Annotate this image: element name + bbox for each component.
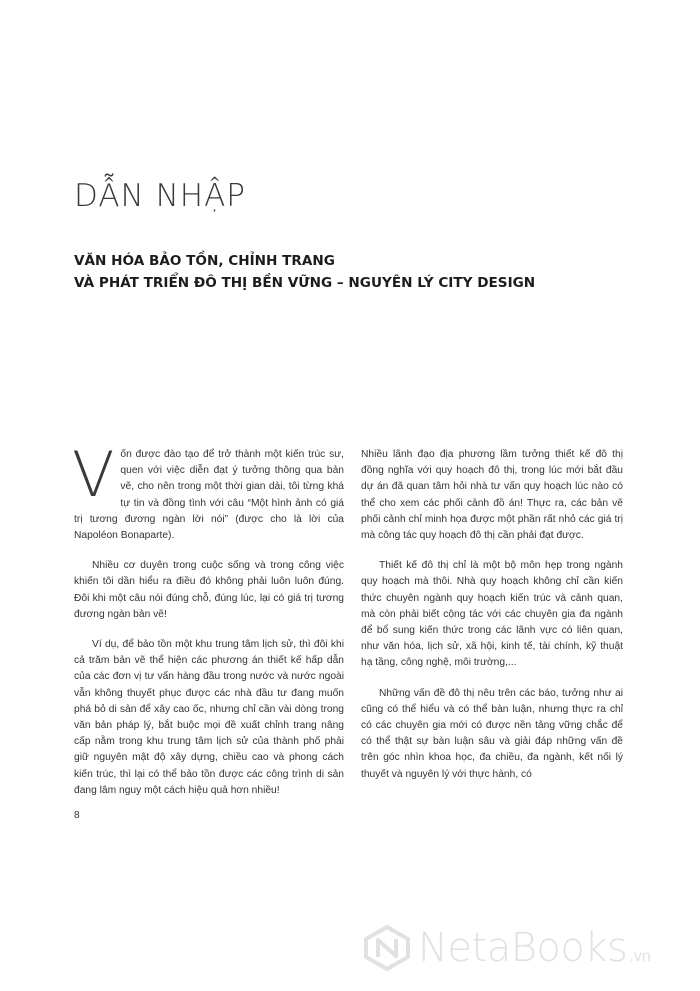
right-text-column <box>361 447 623 797</box>
netabooks-logo-icon <box>364 925 410 971</box>
left-text-column <box>72 438 344 813</box>
paragraph: Nhiều lãnh đạo địa phương lầm tưởng thiết kế đô thị đồng nghĩa với quy hoạch đô thị, trong lúc mới bắt đầu dự án đã quan tâm hỏi nhà tư vấn quy hoạch lúc nào có thể cho xem các phối cảnh đồ án! Thực ra, các bản vẽ phối cảnh chỉ minh họa được một phần rất nhỏ các giá trị mà công tác quy hoạch đô thị cần phải đạt được. <box>361 449 623 542</box>
paragraph <box>72 438 344 544</box>
page-number: 8 <box>74 810 80 821</box>
watermark <box>364 920 651 976</box>
watermark-brand: NetaBooks <box>418 925 628 971</box>
paragraph-text: ốn được đào tạo để trở thành một kiến trúc sư, quen với việc diễn đạt ý tưởng thông qua bản vẽ, cho nên trong một thời gian dài, tôi từng khá tự tin và đồng tình với câu “Một hình ảnh có giá trị tương đương ngàn lời nói” (được cho là lời của Napoléon Bonaparte). <box>74 449 344 542</box>
paragraph: Nhiều cơ duyên trong cuộc sống và trong công việc khiến tôi dần hiểu ra điều đó không phải luôn luôn đúng. Đôi khi một câu nói đúng chỗ, đúng lúc, lại có giá trị tương đương ngàn bản vẽ! <box>74 560 344 620</box>
paragraph: Ví dụ, để bảo tồn một khu trung tâm lịch sử, thì đôi khi cả trăm bản vẽ thể hiện các phương án thiết kế hấp dẫn của các đơn vị tư vấn hàng đầu trong nước và nước ngoài vẫn không thuyết phục được các nhà đầu tư đang muốn phá bỏ di sản để xây cao ốc, nhưng chỉ cần vài dòng trong văn bản pháp lý, bắt buộc mọi đề xuất chỉnh trang nâng cấp nằm trong khu trung tâm lịch sử của thành phố phải giữ nguyên mật độ xây dựng, chiều cao và phong cách kiến trúc, thì lại có thể bảo tồn được các công trình di sản đang lâm nguy một cách hiệu quả hơn nhiều! <box>74 639 344 796</box>
watermark-suffix: .vn <box>629 948 651 965</box>
drop-cap: V <box>72 438 115 511</box>
subtitle-line-2: VÀ PHÁT TRIỂN ĐÔ THỊ BỀN VỮNG – NGUYÊN LÝ CITY DESIGN <box>74 275 536 291</box>
subtitle-line-1: VĂN HÓA BẢO TỒN, CHỈNH TRANG <box>74 253 335 269</box>
paragraph: Những vấn đề đô thị nêu trên các báo, tưởng như ai cũng có thể hiểu và có thể bàn luận, nhưng thực ra chỉ có các chuyên gia mới có được nền tảng vững chắc để có thể thật sự bàn luận sâu và giải đáp những vấn đề trên góc nhìn khoa học, đa chiều, đa ngành, kết nối lý thuyết và nguyên lý với thực hành, có <box>361 687 623 780</box>
chapter-title: DẪN NHẬP <box>74 178 246 214</box>
paragraph: Thiết kế đô thị chỉ là một bộ môn hẹp trong ngành quy hoạch mà thôi. Nhà quy hoạch không chỉ cần kiến thức chuyên ngành quy hoạch kiến trúc và cảnh quan, mà còn phải biết cộng tác với các chuyên gia đa ngành để bổ sung kiến thức trong các lãnh vực có liên quan, như văn hóa, lịch sử, xã hội, kinh tế, tài chính, kỹ thuật hạ tầng, công nghệ, môi trường,... <box>361 560 623 669</box>
chapter-subtitle <box>74 250 535 294</box>
